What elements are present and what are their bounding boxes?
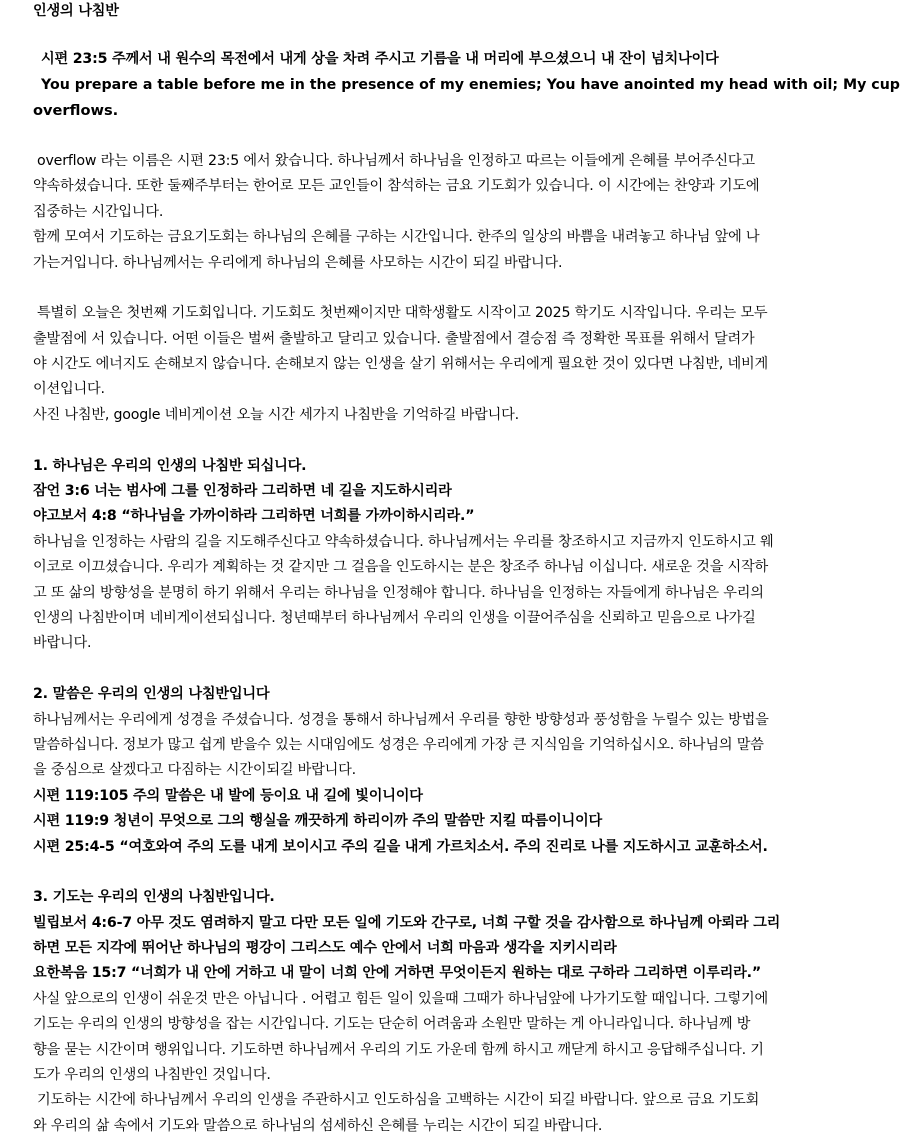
point2-verse: 시편 119:105 주의 말씀은 내 발에 등이요 내 길에 빛이니이다: [33, 787, 423, 804]
spacer: [33, 22, 906, 47]
verse-korean: 시편 23:5 주께서 내 원수의 목전에서 내게 상을 차려 주시고 기름을 내 머리에 부으셨으니 내 잔이 넘치나이다: [41, 51, 719, 68]
point2-body-line: 하나님께서는 우리에게 성경을 주셨습니다. 성경을 통해서 하나님께서 우리를 향한 방향성과 풍성함을 누릴수 있는 방법을: [33, 711, 769, 728]
point1-body-line: 인생의 나침반이며 네비게이션되십니다. 청년때부터 하나님께서 우리의 인생을 이끌어주심을 신뢰하고 믿음으로 나가길: [33, 609, 756, 626]
point2-heading: 2. 말씀은 우리의 인생의 나침반입니다: [33, 686, 270, 703]
spacer: [33, 428, 906, 453]
point2-verse: 시편 25:4-5 “여호와여 주의 도를 내게 보이시고 주의 길을 내게 가르치소서. 주의 진리로 나를 지도하시고 교훈하소서.: [33, 838, 768, 855]
point1-verse: 잠언 3:6 너는 범사에 그를 인정하라 그리하면 네 길을 지도하시리라: [33, 483, 452, 500]
point1-body-line: 하나님을 인정하는 사람의 길을 지도해주신다고 약속하셨습니다. 하나님께서는 우리를 창조하시고 지금까지 인도하시고 웨: [33, 533, 774, 550]
spacer: [33, 124, 906, 149]
point3-body-line: 도가 우리의 인생의 나침반인 것입니다.: [33, 1067, 271, 1084]
special-line: 출발점에 서 있습니다. 어떤 이들은 벌써 출발하고 달리고 있습니다. 출발점에서 결승점 즉 정확한 목표를 위해서 달려가: [33, 330, 755, 347]
point1-body-line: 고 또 삶의 방향성을 분명히 하기 위해서 우리는 하나님을 인정해야 합니다. 하나님을 인정하는 자들에게 하나님은 우리의: [33, 584, 764, 601]
intro-line: overflow 라는 이름은 시편 23:5 에서 왔습니다. 하나님께서 하나님을 인정하고 따르는 이들에게 은혜를 부어주신다고: [37, 152, 755, 169]
point2-body-line: 말씀하십니다. 정보가 많고 쉽게 받을수 있는 시대임에도 성경은 우리에게 가장 큰 지식임을 기억하십시오. 하나님의 말씀: [33, 736, 764, 753]
closing-line: 와 우리의 삶 속에서 기도와 말씀으로 하나님의 섬세하신 은혜를 누리는 시간이 되길 바랍니다.: [33, 1117, 603, 1134]
special-line: 야 시간도 에너지도 손해보지 않습니다. 손해보지 않는 인생을 살기 위해서는 우리에게 필요한 것이 있다면 나침반, 네비게: [33, 356, 769, 373]
verse-english-line-1: You prepare a table before me in the presence of my enemies; You have anointed my head with oil; My cup: [41, 76, 900, 93]
special-line: 특별히 오늘은 첫번째 기도회입니다. 기도회도 첫번째이지만 대학생활도 시작이고 2025 학기도 시작입니다. 우리는 모두: [37, 305, 768, 322]
verse-english-line-2: overflows.: [33, 102, 119, 120]
point3-heading: 3. 기도는 우리의 인생의 나침반입니다.: [33, 889, 275, 906]
spacer: [33, 276, 906, 301]
point1-body-line: 바랍니다.: [33, 635, 92, 652]
point2-body-line: 을 중심으로 살겠다고 다짐하는 시간이되길 바랍니다.: [33, 762, 356, 779]
point3-body-line: 사실 앞으로의 인생이 쉬운것 만은 아닙니다 . 어렵고 힘든 일이 있을때 그때가 하나님앞에 나가기도할 때입니다. 그렇기에: [33, 990, 769, 1007]
point1-body-line: 이코로 이끄셨습니다. 우리가 계획하는 것 같지만 그 걸음을 인도하시는 분은 창조주 하나님 이십니다. 새로운 것을 시작하: [33, 559, 769, 576]
special-line: 사진 나침반, google 네비게이션 오늘 시간 세가지 나침반을 기억하길 바랍니다.: [33, 406, 519, 423]
spacer: [33, 860, 906, 885]
intro-line: 집중하는 시간입니다.: [33, 203, 164, 220]
document-title: 인생의 나침반: [33, 3, 119, 19]
point3-verse: 하면 모든 지각에 뛰어난 하나님의 평강이 그리스도 예수 안에서 너희 마음과 생각을 지키시리라: [33, 940, 617, 957]
intro-line: 가는거입니다. 하나님께서는 우리에게 하나님의 은혜를 사모하는 시간이 되길 바랍니다.: [33, 254, 563, 271]
point1-heading: 1. 하나님은 우리의 인생의 나침반 되십니다.: [33, 457, 307, 474]
point3-body-line: 향을 묻는 시간이며 행위입니다. 기도하면 하나님께서 우리의 기도 가운데 함께 하시고 깨닫게 하시고 응답해주십니다. 기: [33, 1041, 764, 1058]
point3-body-line: 기도는 우리의 인생의 방향성을 잡는 시간입니다. 기도는 단순히 어려움과 소원만 말하는 게 아니라입니다. 하나님께 방: [33, 1016, 751, 1033]
point2-verse: 시편 119:9 청년이 무엇으로 그의 행실을 깨끗하게 하리이까 주의 말씀만 지킬 따름이니이다: [33, 813, 602, 830]
spacer: [33, 657, 906, 682]
point1-verse: 야고보서 4:8 “하나님을 가까이하라 그리하면 너희를 가까이하시리라.”: [33, 508, 475, 525]
intro-line: 함께 모여서 기도하는 금요기도회는 하나님의 은혜를 구하는 시간입니다. 한주의 일상의 바쁨을 내려놓고 하나님 앞에 나: [33, 229, 760, 246]
point3-verse: 빌립보서 4:6-7 아무 것도 염려하지 말고 다만 모든 일에 기도와 간구로, 너희 구할 것을 감사함으로 하나님께 아뢰라 그리: [33, 914, 781, 931]
closing-line: 기도하는 시간에 하나님께서 우리의 인생을 주관하시고 인도하심을 고백하는 시간이 되길 바랍니다. 앞으로 금요 기도회: [37, 1092, 760, 1109]
intro-line: 약속하셨습니다. 또한 둘째주부터는 한어로 모든 교인들이 참석하는 금요 기도회가 있습니다. 이 시간에는 찬양과 기도에: [33, 178, 760, 195]
point3-verse: 요한복음 15:7 “너희가 내 안에 거하고 내 말이 너희 안에 거하면 무엇이든지 원하는 대로 구하라 그리하면 이루리라.”: [33, 965, 761, 982]
special-line: 이션입니다.: [33, 381, 105, 398]
